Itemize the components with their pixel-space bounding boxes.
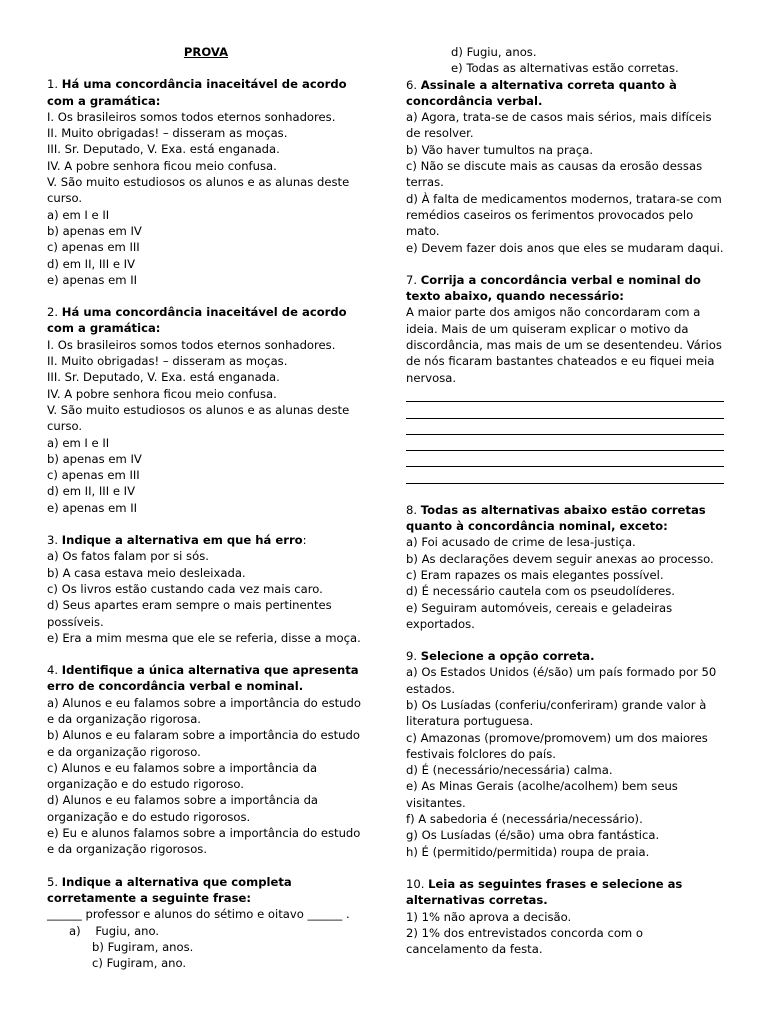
- question-2-heading: 2. Há uma concordância inaceitável de acordo com a gramática:: [47, 305, 347, 336]
- option-line: f) A sabedoria é (necessária/necessário).: [406, 812, 643, 827]
- question-2: [47, 304, 365, 516]
- option-line: V. São muito estudiosos os alunos e as alunas deste curso.: [47, 402, 350, 434]
- question-5-option-a: a) Fugiu, ano.: [69, 923, 160, 938]
- question-1: [47, 76, 365, 288]
- question-8-heading: 8. Todas as alternativas abaixo estão corretas quanto à concordância nominal, exceto:: [406, 502, 706, 534]
- option-line: c) Não se discute mais as causas da erosão dessas terras.: [406, 159, 703, 190]
- option-line: 1) 1% não aprova a decisão.: [406, 909, 572, 924]
- option-line: b) apenas em IV: [47, 451, 142, 466]
- option-line: d) É necessário cautela com os pseudolíderes.: [406, 584, 675, 599]
- option-line: b) Os Lusíadas (conferiu/conferiram) grande valor à literatura portuguesa.: [406, 697, 707, 729]
- question-7-answer-lines[interactable]: [406, 386, 724, 484]
- option-line: a) Os Estados Unidos (é/são) um país formado por 50 estados.: [406, 665, 717, 696]
- left-column: [47, 44, 365, 971]
- option-line: e) apenas em II: [47, 272, 138, 287]
- option-line: III. Sr. Deputado, V. Exa. está enganada.: [47, 142, 280, 157]
- option-line: a) em I e II: [47, 435, 110, 450]
- question-7-heading: 7. Corrija a concordância verbal e nominal do texto abaixo, quando necessário:: [406, 272, 701, 304]
- question-7-passage: A maior parte dos amigos não concordaram com a ideia. Mais de um quiseram explicar o motivo da discordância, mas mais de um se desentendeu. Vários de nós ficaram bastantes chateados e eu fiquei meia nervosa.: [406, 305, 722, 385]
- question-10: [406, 876, 724, 957]
- question-3-options: [47, 548, 365, 646]
- question-5-heading: 5. Indique a alternativa que completa corretamente a seguinte frase:: [47, 874, 292, 905]
- option-line: c) Alunos e eu falamos sobre a importância da organização e do estudo rigoroso.: [47, 760, 318, 792]
- option-line: e) As Minas Gerais (acolhe/acolhem) bem seus visitantes.: [406, 779, 678, 810]
- option-line: h) É (permitido/permitida) roupa de praia.: [406, 844, 650, 859]
- question-1-options: [47, 109, 365, 288]
- option-line: d) Alunos e eu falamos sobre a importância da organização e do estudo rigorosos.: [47, 793, 319, 824]
- question-2-options: [47, 337, 365, 516]
- option-line: 2) 1% dos entrevistados concorda com o cancelamento da festa.: [406, 925, 643, 957]
- option-line: b) apenas em IV: [47, 223, 142, 238]
- option-line: c) Os livros estão custando cada vez mais caro.: [47, 581, 323, 596]
- option-line: d) À falta de medicamentos modernos, tratara-se com remédios caseiros os ferimentos provocados pelo mato.: [406, 191, 722, 239]
- question-5-option-c: c) Fugiram, ano.: [92, 956, 187, 971]
- answer-line[interactable]: [406, 419, 724, 435]
- question-4: [47, 662, 365, 858]
- question-5: [47, 874, 365, 972]
- page-title: PROVA: [183, 45, 229, 59]
- question-5-option-b: b) Fugiram, anos.: [92, 939, 194, 954]
- question-10-options: [406, 909, 724, 958]
- option-line: c) Eram rapazes os mais elegantes possível.: [406, 567, 664, 582]
- question-3-heading: 3. Indique a alternativa em que há erro:: [47, 533, 307, 548]
- question-5-option-e: e) Todas as alternativas estão corretas.: [451, 61, 679, 76]
- option-line: b) A casa estava meio desleixada.: [47, 565, 246, 580]
- question-5-sentence: ______ professor e alunos do sétimo e oitavo ______ .: [47, 907, 350, 922]
- option-line: e) apenas em II: [47, 500, 138, 515]
- answer-line[interactable]: [406, 402, 724, 418]
- option-line: d) É (necessário/necessária) calma.: [406, 763, 613, 778]
- option-line: b) Alunos e eu falaram sobre a importância do estudo e da organização rigoroso.: [47, 728, 360, 759]
- option-line: II. Muito obrigadas! – disseram as moças.: [47, 354, 288, 369]
- option-line: I. Os brasileiros somos todos eternos sonhadores.: [47, 337, 336, 352]
- question-10-heading: 10. Leia as seguintes frases e selecione as alternativas corretas.: [406, 876, 683, 908]
- question-1-heading: 1. Há uma concordância inaceitável de acordo com a gramática:: [47, 77, 347, 108]
- option-line: d) Seus apartes eram sempre o mais pertinentes possíveis.: [47, 598, 332, 629]
- option-line: a) em I e II: [47, 207, 110, 222]
- option-line: e) Devem fazer dois anos que eles se mudaram daqui.: [406, 240, 724, 255]
- option-line: e) Eu e alunos falamos sobre a importância do estudo e da organização rigorosos.: [47, 826, 361, 857]
- option-line: IV. A pobre senhora ficou meio confusa.: [47, 158, 277, 173]
- option-line: a) Os fatos falam por si sós.: [47, 549, 209, 564]
- option-line: II. Muito obrigadas! – disseram as moças.: [47, 126, 288, 141]
- question-9-options: [406, 664, 724, 860]
- question-6: [406, 77, 724, 256]
- question-8: [406, 502, 724, 632]
- answer-line[interactable]: [406, 435, 724, 451]
- question-8-options: [406, 534, 724, 632]
- option-line: a) Alunos e eu falamos sobre a importância do estudo e da organização rigorosa.: [47, 695, 361, 726]
- option-line: e) Era a mim mesma que ele se referia, disse a moça.: [47, 630, 361, 645]
- option-line: e) Seguiram automóveis, cereais e geladeiras exportados.: [406, 600, 673, 631]
- option-line: g) Os Lusíadas (é/são) uma obra fantástica.: [406, 828, 660, 843]
- question-6-heading: 6. Assinale a alternativa correta quanto à concordância verbal.: [406, 77, 677, 108]
- answer-line[interactable]: [406, 467, 724, 483]
- question-5-option-d: d) Fugiu, anos.: [451, 45, 537, 59]
- option-line: IV. A pobre senhora ficou meio confusa.: [47, 386, 277, 401]
- question-9-heading: 9. Selecione a opção correta.: [406, 649, 595, 664]
- option-line: V. São muito estudiosos os alunos e as alunas deste curso.: [47, 175, 350, 206]
- option-line: c) apenas em III: [47, 468, 140, 483]
- option-line: d) em II, III e IV: [47, 256, 136, 271]
- answer-line[interactable]: [406, 451, 724, 467]
- question-9: [406, 648, 724, 860]
- option-line: a) Agora, trata-se de casos mais sérios, mais difíceis de resolver.: [406, 110, 712, 141]
- answer-line[interactable]: [406, 386, 724, 402]
- option-line: c) Amazonas (promove/promovem) um dos maiores festivais folclores do país.: [406, 730, 708, 761]
- option-line: III. Sr. Deputado, V. Exa. está enganada.: [47, 370, 280, 385]
- question-4-options: [47, 695, 365, 858]
- question-4-heading: 4. Identifique a única alternativa que apresenta erro de concordância verbal e nominal.: [47, 663, 359, 694]
- option-line: I. Os brasileiros somos todos eternos sonhadores.: [47, 109, 336, 124]
- option-line: c) apenas em III: [47, 240, 140, 255]
- right-column: [406, 44, 724, 957]
- option-line: d) em II, III e IV: [47, 484, 136, 499]
- question-7: [406, 272, 724, 484]
- option-line: b) As declarações devem seguir anexas ao processo.: [406, 551, 714, 566]
- option-line: a) Foi acusado de crime de lesa-justiça.: [406, 535, 636, 550]
- option-line: b) Vão haver tumultos na praça.: [406, 142, 594, 157]
- question-3: [47, 532, 365, 646]
- question-6-options: [406, 109, 724, 256]
